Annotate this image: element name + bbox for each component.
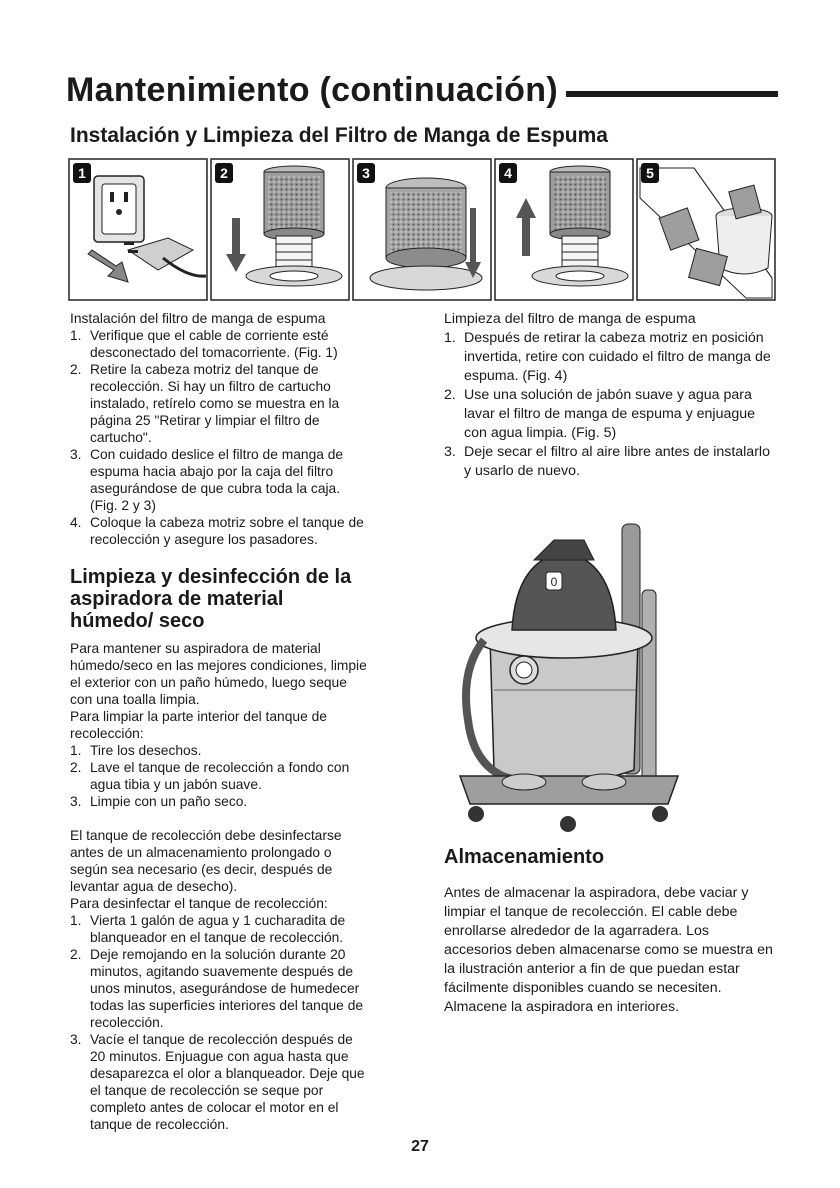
list-item: 3. Vacíe el tanque de recolección después de 20 minutos. Enjuague con agua hasta que desaparezca el olor a blanqueador. Deje que el tanque de recolección se seque por completo antes de colocar el motor en el tanque de recolección. (70, 1032, 365, 1132)
list-item: 1. Verifique que el cable de corriente esté desconectado del tomacorriente. (Fig. 1) (70, 328, 338, 360)
foam-filter-up-icon (494, 158, 634, 301)
figure-1 (68, 158, 208, 301)
disinfect-heading: Limpieza y desinfección de la aspiradora de material húmedo/ seco (70, 566, 352, 632)
storage-heading: Almacenamiento (444, 846, 605, 868)
list-item: 4. Coloque la cabeza motriz sobre el tanque de recolección y asegure los pasadores. (70, 515, 364, 547)
dis-steps (70, 912, 370, 1133)
disinfect-note: El tanque de recolección debe desinfectarse antes de un almacenamiento prolongado o según sea necesario (es decir, después de levantar agua de desecho). (70, 828, 342, 894)
svg-text:0: 0 (550, 575, 558, 589)
inner-steps (70, 742, 370, 810)
list-item: 1. Vierta 1 galón de agua y 1 cucharadita de blanqueador en el tanque de recolección. (70, 913, 346, 945)
title-rule (566, 91, 778, 97)
install-steps (70, 327, 370, 548)
cleaning-section (444, 310, 774, 481)
list-item: 1. Tire los desechos. (70, 743, 202, 758)
figure-2 (210, 158, 350, 301)
foam-filter-down-icon (210, 158, 350, 301)
figure-number: 4 (504, 165, 512, 181)
plug-outlet-icon (68, 158, 208, 301)
install-heading: Instalación del filtro de manga de espuma (70, 311, 326, 326)
figure-number: 2 (220, 165, 228, 181)
figure-3 (352, 158, 492, 301)
list-item: 3. Deje secar el filtro al aire libre antes de instalarlo y usarlo de nuevo. (444, 444, 770, 479)
list-item: 2. Use una solución de jabón suave y agua para lavar el filtro de manga de espuma y enjuague con agua limpia. (Fig. 5) (444, 387, 756, 441)
list-item: 2. Deje remojando en la solución durante 20 minutos, agitando suavemente después de unos minutos, asegurándose de humedecer todas las superficies interiores del tanque de recolección. (70, 947, 364, 1030)
foam-filter-installed-icon (352, 158, 492, 301)
list-item: 2. Lave el tanque de recolección a fondo con agua tibia y un jabón suave. (70, 760, 350, 792)
wet-dry-vacuum-icon (454, 520, 684, 840)
disinfect-section (70, 566, 370, 1133)
storage-text: Antes de almacenar la aspiradora, debe vaciar y limpiar el tanque de recolección. El cable debe enrollarse alrededor de la agarradera. Los accesorios deben almacenarse como se muestra en la ilustración anterior a fin de que puedan estar fácilmente disponibles cuando se necesiten. Almacene la aspiradora en interiores. (444, 885, 773, 1015)
list-item: 3. Con cuidado deslice el filtro de manga de espuma hacia abajo por la caja del filtro asegurándose de que cubra toda la caja. (Fig. 2 y 3) (70, 447, 344, 513)
list-item: 1. Después de retirar la cabeza motriz en posición invertida, retire con cuidado el filtro de manga de espuma. (Fig. 4) (444, 330, 771, 384)
figure-5 (636, 158, 776, 301)
figure-number: 1 (78, 165, 86, 181)
vacuum-illustration (454, 520, 684, 840)
figure-strip (68, 158, 778, 301)
cleaning-steps (444, 329, 774, 481)
inner-intro: Para limpiar la parte interior del tanque de recolección: (70, 709, 327, 741)
page-header (66, 68, 778, 112)
foam-filter-washing-icon (636, 158, 776, 301)
figure-4 (494, 158, 634, 301)
dis-intro: Para desinfectar el tanque de recolección: (70, 896, 328, 911)
page-number: 27 (411, 1138, 429, 1155)
page-title: Mantenimiento (continuación) (66, 70, 558, 109)
section-title: Instalación y Limpieza del Filtro de Manga de Espuma (70, 124, 608, 147)
figure-number: 5 (646, 165, 654, 181)
install-section (70, 310, 370, 548)
storage-section (444, 884, 774, 1017)
disinfect-intro: Para mantener su aspiradora de material húmedo/seco en las mejores condiciones, limpie el exterior con un paño húmedo, luego seque con una toalla limpia. (70, 641, 367, 707)
list-item: 3. Limpie con un paño seco. (70, 794, 248, 809)
cleaning-heading: Limpieza del filtro de manga de espuma (444, 311, 696, 327)
figure-number: 3 (362, 165, 370, 181)
list-item: 2. Retire la cabeza motriz del tanque de recolección. Si hay un filtro de cartucho instalado, retírelo como se muestra en la página 25 "Retirar y limpiar el filtro de cartucho". (70, 362, 340, 445)
